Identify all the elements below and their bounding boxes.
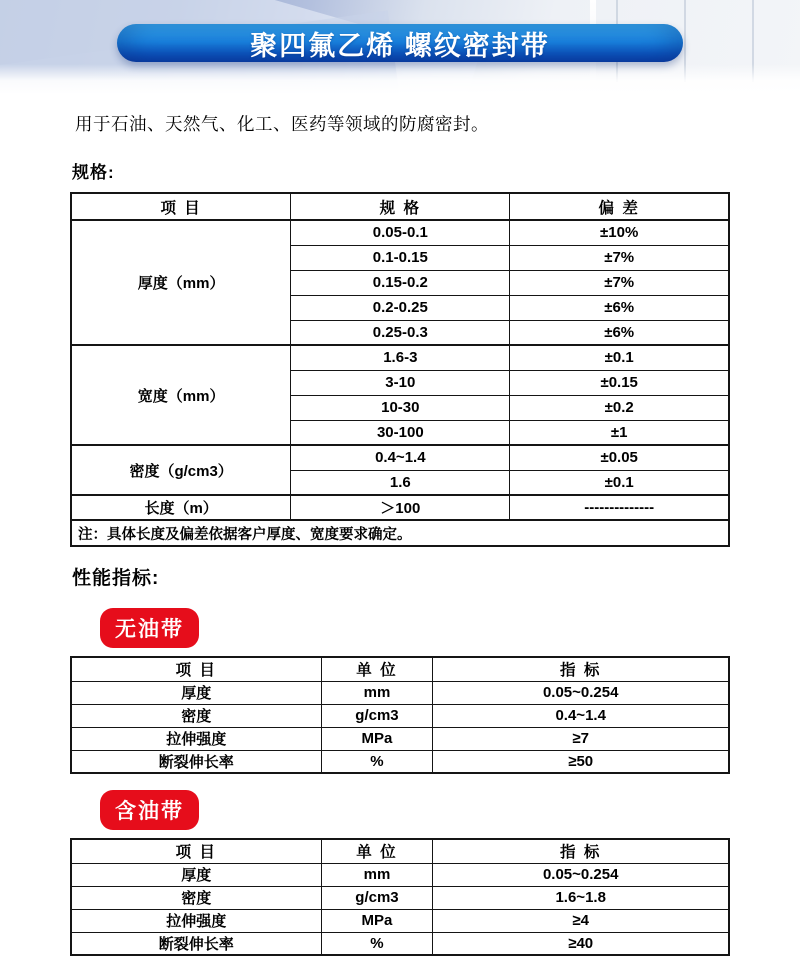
perf-col-header-value: 指 标: [433, 657, 729, 681]
spec-dev-cell: --------------: [510, 495, 729, 520]
perf-item-cell: 厚度: [71, 863, 321, 886]
table-row: [71, 445, 729, 470]
perf-col-header-item: 项 目: [71, 657, 321, 681]
perf-item-cell: 密度: [71, 886, 321, 909]
main-content: [0, 111, 800, 956]
spec-col-header-item: 项 目: [71, 193, 291, 220]
spec-dev-cell: ±1: [510, 420, 729, 445]
spec-item-cell: 密度（g/cm3）: [71, 445, 291, 495]
perf-header-row: [71, 839, 729, 863]
table-row: [71, 750, 729, 773]
perf-unit-cell: MPa: [321, 909, 433, 932]
spec-table: [70, 192, 730, 547]
spec-item-cell: 宽度（mm）: [71, 345, 291, 445]
perf-item-cell: 厚度: [71, 681, 321, 704]
spec-col-header-dev: 偏 差: [510, 193, 729, 220]
perf-unit-cell: %: [321, 750, 433, 773]
spec-dev-cell: ±0.2: [510, 395, 729, 420]
spec-dev-cell: ±7%: [510, 245, 729, 270]
perf-col-header-unit: 单 位: [321, 657, 433, 681]
perf-value-cell: 1.6~1.8: [433, 886, 729, 909]
with-oil-badge: 含油带: [100, 790, 199, 830]
no-oil-table: [70, 656, 730, 774]
perf-value-cell: ≥40: [433, 932, 729, 955]
spec-dev-cell: ±0.1: [510, 470, 729, 495]
spec-dev-cell: ±10%: [510, 220, 729, 245]
perf-value-cell: 0.4~1.4: [433, 704, 729, 727]
page-title: 聚四氟乙烯 螺纹密封带: [250, 30, 550, 61]
spec-dev-cell: ±0.15: [510, 370, 729, 395]
spec-value-cell: 3-10: [291, 370, 510, 395]
spec-value-cell: 0.4~1.4: [291, 445, 510, 470]
no-oil-badge: 无油带: [100, 608, 199, 648]
perf-item-cell: 拉伸强度: [71, 909, 321, 932]
spec-value-cell: 1.6-3: [291, 345, 510, 370]
spec-item-cell: 厚度（mm）: [71, 220, 291, 345]
spec-value-cell: 0.1-0.15: [291, 245, 510, 270]
intro-text: 用于石油、天然气、化工、医药等领域的防腐密封。: [75, 114, 489, 134]
backdrop-floor-fade: [0, 64, 800, 94]
perf-item-cell: 断裂伸长率: [71, 750, 321, 773]
spec-item-cell: 长度（m）: [71, 495, 291, 520]
table-row: [71, 909, 729, 932]
spec-dev-cell: ±6%: [510, 320, 729, 345]
spec-col-header-spec: 规 格: [291, 193, 510, 220]
perf-col-header-value: 指 标: [433, 839, 729, 863]
spec-value-cell: 0.25-0.3: [291, 320, 510, 345]
spec-value-cell: 10-30: [291, 395, 510, 420]
spec-value-cell: 0.05-0.1: [291, 220, 510, 245]
perf-unit-cell: MPa: [321, 727, 433, 750]
table-row: [71, 704, 729, 727]
perf-value-cell: 0.05~0.254: [433, 863, 729, 886]
table-row: [71, 727, 729, 750]
table-row: [71, 345, 729, 370]
spec-value-cell: 1.6: [291, 470, 510, 495]
spec-note: 注：具体长度及偏差依据客户厚度、宽度要求确定。: [71, 520, 729, 546]
hero-header: [0, 0, 800, 94]
table-row: [71, 681, 729, 704]
spec-value-cell: 30-100: [291, 420, 510, 445]
table-row: [71, 495, 729, 520]
spec-dev-cell: ±6%: [510, 295, 729, 320]
perf-value-cell: ≥50: [433, 750, 729, 773]
spec-header-row: [71, 193, 729, 220]
perf-unit-cell: mm: [321, 681, 433, 704]
perf-item-cell: 拉伸强度: [71, 727, 321, 750]
perf-value-cell: ≥4: [433, 909, 729, 932]
perf-value-cell: 0.05~0.254: [433, 681, 729, 704]
table-row: [71, 886, 729, 909]
perf-unit-cell: mm: [321, 863, 433, 886]
spec-dev-cell: ±0.1: [510, 345, 729, 370]
perf-unit-cell: g/cm3: [321, 886, 433, 909]
spec-value-cell: ＞100: [291, 495, 510, 520]
spec-dev-cell: ±0.05: [510, 445, 729, 470]
perf-unit-cell: g/cm3: [321, 704, 433, 727]
table-row: [71, 932, 729, 955]
spec-value-cell: 0.2-0.25: [291, 295, 510, 320]
perf-col-header-item: 项 目: [71, 839, 321, 863]
table-note-row: [71, 520, 729, 546]
spec-value-cell: 0.15-0.2: [291, 270, 510, 295]
spec-section-heading: 规格:: [72, 163, 115, 182]
performance-section-heading: 性能指标:: [72, 568, 160, 589]
perf-col-header-unit: 单 位: [321, 839, 433, 863]
table-row: [71, 220, 729, 245]
perf-header-row: [71, 657, 729, 681]
perf-unit-cell: %: [321, 932, 433, 955]
with-oil-table: [70, 838, 730, 956]
perf-value-cell: ≥7: [433, 727, 729, 750]
title-banner: [117, 24, 683, 62]
perf-item-cell: 断裂伸长率: [71, 932, 321, 955]
perf-item-cell: 密度: [71, 704, 321, 727]
spec-dev-cell: ±7%: [510, 270, 729, 295]
table-row: [71, 863, 729, 886]
